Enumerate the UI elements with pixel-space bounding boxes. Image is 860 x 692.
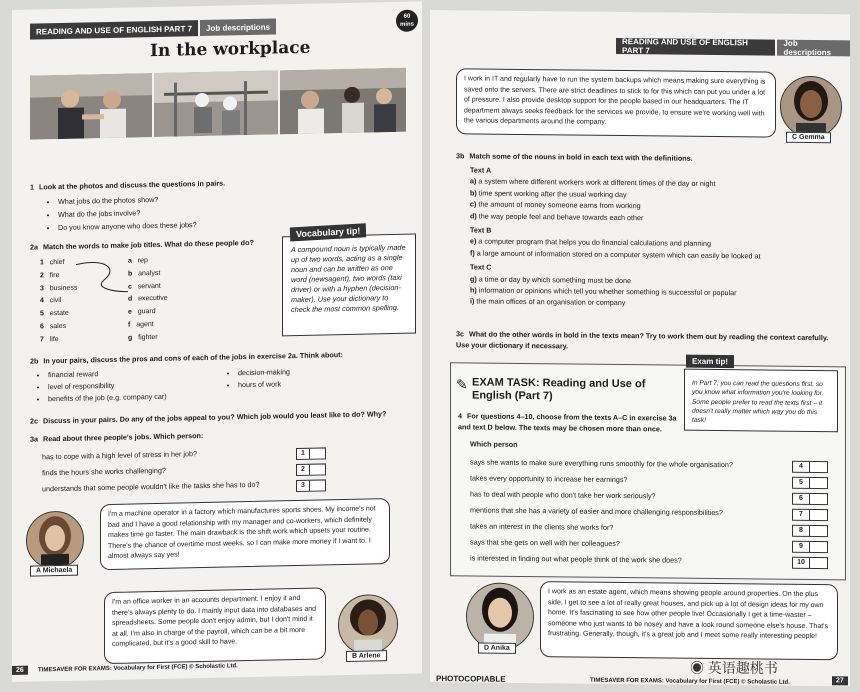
ex3a-number: 3a [30, 434, 38, 444]
ex3b-definitions [470, 164, 840, 311]
arlene-text: I'm an office worker in an accounts department. I enjoy it and there's always plenty to do. I mainly input data into databases and spreadsheets. Some people don't enjoy admin, but I don't mind it at all. I'm also in charge of the payroll, which can be a bit more complicated, but it's a good skill to have. [104, 587, 326, 664]
timer-value: 60 [403, 13, 411, 20]
ex2a-right-item: f agent [128, 321, 154, 329]
ex3b-definition: i) the main offices of an organisation or company [470, 296, 626, 308]
ex2c-prompt: Discuss in your pairs. Do any of the jobs appeal to you? Which job would you least like to do? Why? [43, 409, 387, 426]
exam-question: takes every opportunity to increase her earnings? [470, 473, 628, 485]
ex2b-item: • benefits of the job (e.g. company car) [48, 390, 218, 406]
timer-badge [396, 9, 418, 31]
photo-construction-workers [154, 70, 278, 137]
ex2a-right-item: b analyst [128, 269, 161, 278]
page-title: In the workplace [150, 37, 311, 62]
vocab-tip-heading: Vocabulary tip! [290, 223, 367, 241]
ex1-prompt: Look at the photos and discuss the questions in pairs. [39, 178, 226, 192]
ex2a-right-item: e guard [128, 308, 156, 316]
ex3b-group-label: Text A [470, 165, 492, 175]
exercise-2c [30, 407, 420, 426]
ex3b-definition: e) a computer program that helps you do financial calculations and planning [470, 236, 711, 249]
header-section: READING AND USE OF ENGLISH PART 7 [616, 38, 775, 56]
ex3b-number: 3b [456, 151, 465, 161]
exam-tip-text: In Part 7, you can read the questions first, so you know what information you're looking for. Some people prefer to read the texts first – it doesn't really matter which way you do this task! [692, 379, 824, 425]
ex2b-item: • financial reward [48, 366, 218, 382]
exam-task-questions [470, 454, 780, 569]
answer-box[interactable]: 7 [792, 509, 828, 521]
ex2a-right-item: g fighter [128, 333, 158, 342]
exam-question: is interested in finding out what people think of the work she does? [470, 553, 682, 565]
anika-text: I work as an estate agent, which means showing people around properties. On the plus side, I get to see a lot of really great houses, and pick up a lot of design ideas for my own home. It's fascinating to see how other people live! Occasionally I get a time-waster – someone who just wants to be nosey and have a look round someone else's house. That's frustrating. Generally, though, it's a great job and I meet some really interesting people! [540, 581, 838, 660]
ex3a-question: has to cope with a high level of stress in her job? [42, 449, 198, 462]
answer-box[interactable]: 10 [792, 557, 828, 569]
exercise-3c [456, 328, 840, 354]
ex2a-number: 2a [30, 242, 38, 252]
ex2c-number: 2c [30, 416, 38, 426]
header-topic: Job descriptions [777, 40, 850, 57]
right-page [430, 10, 850, 686]
exam-tip [684, 369, 838, 433]
ex2b-item: • level of responsibility [48, 378, 218, 394]
ex2a-left-item: 1 chief [40, 258, 65, 267]
watermark [690, 658, 778, 678]
exam-question: mentions that she has a variety of easier and more challenging responsibilities? [470, 505, 723, 518]
match-line [74, 257, 134, 298]
ex3b-definition: f) a large amount of information stored on a computer system which can easily be looked at [470, 248, 761, 261]
photocopiable-label: PHOTOCOPIABLE [436, 674, 506, 684]
ex2a-left-item: 2 fire [40, 271, 60, 280]
watermark-text: 英语趣桃书 [707, 660, 778, 676]
ex2b-item: • hours of work [238, 376, 388, 391]
header-topic: Job descriptions [200, 18, 276, 36]
ex2a-left-item: 4 civil [40, 297, 62, 305]
ex3a-question: understands that some people wouldn't like the tasks she has to do? [42, 479, 260, 494]
ex2a-right-item: a rep [128, 257, 148, 265]
arlene-label: B Arlene [346, 650, 387, 662]
michaela-label: A Michaela [30, 565, 78, 577]
ex3a-prompt: Read about three people's jobs. Which person: [43, 430, 204, 444]
wechat-icon: ◉ [690, 660, 704, 676]
photo-strip [12, 1, 422, 10]
ex2b-prompt: In your pairs, discuss the pros and cons of each of the jobs in exercise 2a. Think about: [43, 350, 343, 366]
ex3a-question: finds the hours she works challenging? [42, 465, 166, 478]
timer-unit: mins [399, 21, 414, 28]
ex3b-definition: d) the way people feel and behave towards each other [470, 211, 644, 222]
exam-tip-heading: Exam tip! [686, 355, 734, 369]
ex3c-number: 3c [456, 329, 464, 339]
gemma-label: C Gemma [786, 132, 831, 143]
ex3b-definition: b) time spent working after the usual working day [470, 188, 627, 199]
left-page-number: 26 [12, 666, 28, 675]
ex3b-definition: h) information or opinions which tell you whether something is successful or popular [470, 285, 737, 298]
answer-box[interactable]: 2 [296, 463, 326, 476]
answer-box[interactable]: 9 [792, 541, 828, 553]
ex3b-definition: a) a system where different workers work at different times of the day or night [470, 176, 716, 189]
ex2b-number: 2b [30, 356, 39, 366]
page-header [30, 18, 276, 39]
michaela-text: I'm a machine operator in a factory which manufactures sports shoes. My income's not bad and I have a good relationship with my manager and co-workers, which definitely makes time go faster. The main drawback is the shift work which upsets your routine. There's the chance of overtime most weeks, so I can make more money if I want to. I almost always say yes! [100, 498, 390, 570]
exercise-2a [30, 236, 290, 252]
ex3c-prompt: What do the other words in bold in the texts mean? Try to work them out by reading the context carefully. Use your dictionary if necessary. [456, 329, 829, 351]
ex1-bullet: • What do the jobs involve? [58, 201, 410, 221]
exam-task-title: EXAM TASK: Reading and Use of English (Part 7) [472, 376, 646, 403]
vocabulary-tip [282, 234, 416, 337]
exam-task-number: 4 [458, 411, 462, 421]
photo-estate-agent-couple [280, 68, 406, 135]
ex1-number: 1 [30, 182, 34, 192]
ex2a-left-item: 5 estate [40, 309, 69, 318]
page-header [616, 38, 850, 56]
ex2b-column-1 [32, 366, 218, 406]
ex1-bullet: • Do you know anyone who does these jobs? [58, 214, 410, 234]
arlene-photo [338, 594, 398, 655]
ex2a-prompt: Match the words to make job titles. What do these people do? [43, 237, 254, 252]
exam-task-instruction [458, 410, 688, 434]
ex2a-left-item: 3 business [40, 284, 78, 293]
header-section: READING AND USE OF ENGLISH PART 7 [30, 20, 198, 40]
answer-box[interactable]: 3 [296, 479, 326, 492]
vocab-tip-text: A compound noun is typically made up of two words, acting as a single noun and can be written as one word (newsagent), two words (taxi driver) or with a hyphen (decision-maker). Use your dictionary to check the most common spelling. [291, 242, 406, 315]
ex3b-group-label: Text C [470, 262, 492, 272]
exercise-3a [30, 425, 420, 444]
anika-photo [466, 582, 534, 651]
exercise-3b [456, 150, 836, 165]
pencil-icon: ✎ [456, 376, 468, 393]
ex2b-column-2 [222, 364, 388, 391]
ex2b-item: • decision-making [238, 364, 388, 379]
photo-office-handshake [30, 73, 152, 140]
ex3b-definition: g) a time or day by which something must be done [470, 274, 632, 285]
ex2a-right-item: d executive [128, 295, 168, 303]
ex2a-left-column [40, 257, 77, 347]
answer-box[interactable]: 4 [792, 461, 828, 473]
ex2a-right-column [128, 255, 168, 345]
ex2a-left-item: 7 life [40, 335, 59, 344]
left-footer-publisher: TIMESAVER FOR EXAMS: Vocabulary for First (FCE) © Scholastic Ltd. [38, 663, 238, 674]
gemma-text: I work in IT and regularly have to run the system backups which means making sure everything is saved onto the servers. There are strict deadlines to stick to for this which can put you under a lot of pressure. I also provide desktop support for the people based in our headquarters. The IT department always seeks feedback for the services we provide, to ensure we're working well with the various departments around the company. [456, 68, 776, 137]
answer-box[interactable]: 5 [792, 477, 828, 489]
right-footer-publisher: TIMESAVER FOR EXAMS: Vocabulary for First (FCE) © Scholastic Ltd. [590, 677, 790, 686]
ex3a-questions [42, 444, 292, 497]
exam-task-instruction-text: For questions 4–10, choose from the texts A–C in exercise 3a and text D below. The texts may be chosen more than once. [458, 411, 677, 434]
exam-question: takes an interest in the clients she works for? [470, 521, 614, 532]
answer-box[interactable]: 8 [792, 525, 828, 537]
exam-question: says she wants to make sure everything runs smoothly for the whole organisation? [470, 457, 733, 470]
ex1-bullet: • What jobs do the photos show? [58, 188, 410, 208]
anika-label: D Anika [478, 643, 516, 654]
ex2a-right-item: c servant [128, 282, 161, 291]
left-page [12, 1, 422, 682]
exam-task-which: Which person [470, 439, 518, 449]
exam-question: has to deal with people who don't take her work seriously? [470, 489, 656, 501]
right-page-number: 27 [832, 676, 848, 685]
answer-box[interactable]: 1 [296, 447, 326, 460]
gemma-photo [780, 76, 842, 139]
ex2a-left-item: 6 sales [40, 322, 67, 331]
ex3b-group-label: Text B [470, 225, 492, 235]
exam-question: says that she gets on well with her colleagues? [470, 537, 620, 548]
ex3b-definition: c) the amount of money someone earns from working [470, 199, 641, 211]
ex3b-prompt: Match some of the nouns in bold in each text with the definitions. [469, 151, 693, 163]
answer-box[interactable]: 6 [792, 493, 828, 505]
michaela-photo [26, 510, 84, 569]
